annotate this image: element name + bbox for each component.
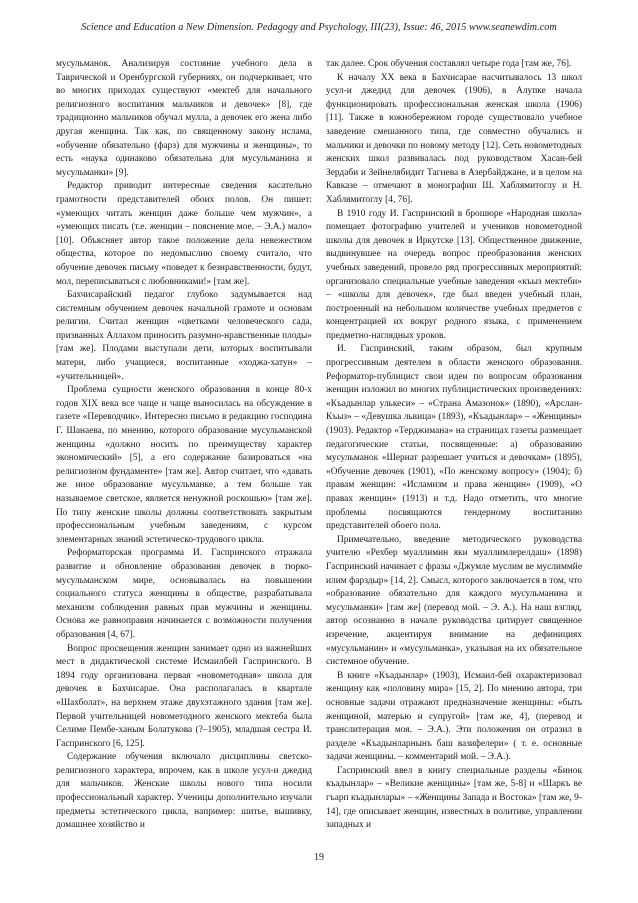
paragraph: К началу XX века в Бахчисарае насчитывалось 13 школ усул-и джедид для девочек (1906), в Алупке начала функционировать профессиональная женская школа (1906) [11]. Также в южнобережном городе существовало учебное заведение смешанного типа, где совместно обучались и мальчики и девочки по новому методу [12]. Сеть новометодных женских школ развивалась под руководством Хасан-бей Зердаби и Зейнелябидит Тагиева в Азербайджане, и в целом на Кавказе – отмечают в монографии Ш. Хаблямитоглу и Н. Хаблямитоглу [4, 76].	[326, 72, 582, 205]
paragraph: Редактор приводит интересные сведения касательно грамотности представителей обоих полов. Он пишет: «умеющих читать женщин даже больше чем мужчин», а «умеющих писать (т.е. женщин – пояснение мое. – Э.А.) мало» [10]. Объясняет автор такое положение дела невежеством общества, которое по недомыслию своему считало, что обучение девочек письму «поведет к безнравственности, будут, мол, переписываться с любовниками!» [там же].	[56, 181, 312, 287]
paragraph: Гаспринский ввел в книгу специальные разделы «Бинок къадынлар» – «Великие женщины» [там же, 5-8] и «Шаркъ ве гъарп къадынлары» – «Женщины Запада и Востока» [там же, 9-14], где описывает женщин, известных в политике, управлении западных и	[326, 765, 582, 831]
paragraph: Содержание обучения включало дисциплины светско-религиозного характера, впрочем, как в школе усул-и джедид для мальчиков. Женские школы нового типа носили профессиональный характер. Ученицы дополнительно изучали предметы эстетического цикла, например: шитье, вышивку, домашнее хозяйство и	[56, 752, 312, 831]
paragraph: В 1910 году И. Гаспринский в брошюре «Народная школа» помещает фотографию учителей и учеников новометодной школы для девочек в Иркутске [13]. Общественное движение, выдвинувшее на очередь вопрос преобразования женских учебных заведений, провело ряд прогрессивных мероприятий: организовало специальные учебные заведения «къыз мектеби» – «школы для девочек», где был введен учебный план, построенный на небольшом количестве учебных предметов с концентрацией их вокруг родного языка, с применением предметно-наглядных уроков.	[326, 208, 582, 341]
right-column	[326, 58, 582, 833]
running-header: Science and Education a New Dimension. Pedagogy and Psychology, III(23), Issue: 46, 2015 www.seanewdim.com	[81, 22, 557, 33]
paragraph: Реформаторская программа И. Гаспринского отражала развитие и обновление образования девочек в тюрко-мусульманском мире, основывалась на повышении социального статуса женщины в обществе, разрабатывала механизм соблюдения равных прав мужчины и женщины. Основа же равноправия начинается с возможности получения образования [4, 67].	[56, 548, 312, 640]
paragraph: Проблема сущности женского образования в конце 80-х годов XIX века все чаще и чаще выносилась на обсуждение в газете «Переводчик». Интересно письмо в редакцию господина Г. Шанаева, по мнению, которого образование мусульманской женщины «должно носить по преимуществу характер экономический» [5], а его содержание базироваться «на религиозном фундаменте» [там же]. Автор считает, что «давать же иное образование мусульманке, а тем больше так называемое светское, является ненужной роскошью» [там же]. По типу женские школы должны соответствовать закрытым профессиональным учебным заведениям, с курсом элементарных знаний эстетическо-трудового цикла.	[56, 385, 312, 545]
left-column	[56, 58, 312, 833]
paragraph: мусульманок. Анализируя состояние учебного дела в Таврической и Оренбургской губерниях, он подчеркивает, что во многих приходах существуют «мектеб для начального религиозного воспитания мальчиков и девочек» [8], где традиционно мальчиков обучал мулла, а девочек его жена либо другая женщина. Так как, по священному закону ислама, «обучение обязательно (фарз) для мужчины и женщины», то есть «наука одинаково обязательна для мусульманина и мусульманки» [9].	[56, 59, 312, 178]
page-number: 19	[314, 852, 324, 863]
paragraph: так далее. Срок обучения составлял четыре года [там же, 76].	[326, 59, 572, 69]
paragraph: Вопрос просвещения женщин занимает одно из важнейших мест в дидактической системе Исмаилбей Гаспринского. В 1894 году организована первая «новометодная» школа для девочек в Бахчисарае. Она располагалась в квартале «Шахболат», на верхнем этаже двухэтажного здания [там же]. Первой учительницей новометодного женского мектеба была Селиме Пембе-ханым Болатукова (?–1905), младшая сестра И. Гаспринского [6, 125].	[56, 643, 312, 749]
paragraph: Бахчисарайский педагог глубоко задумывается над системным обучением девочек начальной грамоте и основам религии. Считал женщин «цветками человеческого сада, призванных Аллахом приносить разумно-нравственные плоды» [там же]. Плодами выступали дети, которых воспитывали матери, либо учащиеся, воспитанные «ходжа-хатун» – «учительницей».	[56, 290, 312, 382]
paragraph: И. Гаспринский, таким образом, был крупным прогрессивным деятелем в области женского образования. Реформатор-публицист свои идеи по вопросам образования женщин изложил во многих публицистических произведениях: «Къадынлар улькеси» – «Страна Амазонок» (1890), «Арслан-Къыз» – «Девушка львица» (1893), «Къадынлар» – «Женщины» (1903). Редактор «Терджимана» на страницах газеты размещает педагогические статьи, посвященные: а) образованию мусульманок «Шериат разрешает учиться и девочкам» (1895), «Обучение девочек (1901), «По женскому вопросу» (1904); б) правам женщин: «Исламизм и права женщин» (1909), «О правах женщин» (1913) и т.д. Надо отметить, что многие проблемы посвящаются гендерному воспитанию представителей обоего пола.	[326, 344, 582, 532]
paragraph: В книге «Къадынлар» (1903), Исмаил-бей охарактеризовал женщину как «половину мира» [15, 2]. По мнению автора, три основные задачи отражают предназначение женщины: «быть женщиной, матерью и супругой» [там же, 4], (перевод и транслитерация моя. – Э.А.). Эти положения он отразил в разделе «Къадынларнынъ баш вазифелери» ( т. е. основные задачи женщины. – комментарий мой. – Э.А.).	[326, 670, 582, 763]
paragraph: Примечательно, введение методического руководства учителю «Рехбер муаллимин яки муаллимлерелдаш» (1898) Гаспринский начинает с фразы «Джумле муслим ве муслиммйе илим фарздыр» [14, 2]. Смысл, которого заключается в том, что «образование обязательно для каждого мусульманина и мусульманки» [там же] (перевод мой. – Э. А.). На наш взгляд, автор осознанно в начале руководства цитирует священное изречение, акцентируя внимание на дефинициях «мусульманин» и «мусульманка», указывая на их обязательное системное обучение.	[326, 534, 582, 668]
